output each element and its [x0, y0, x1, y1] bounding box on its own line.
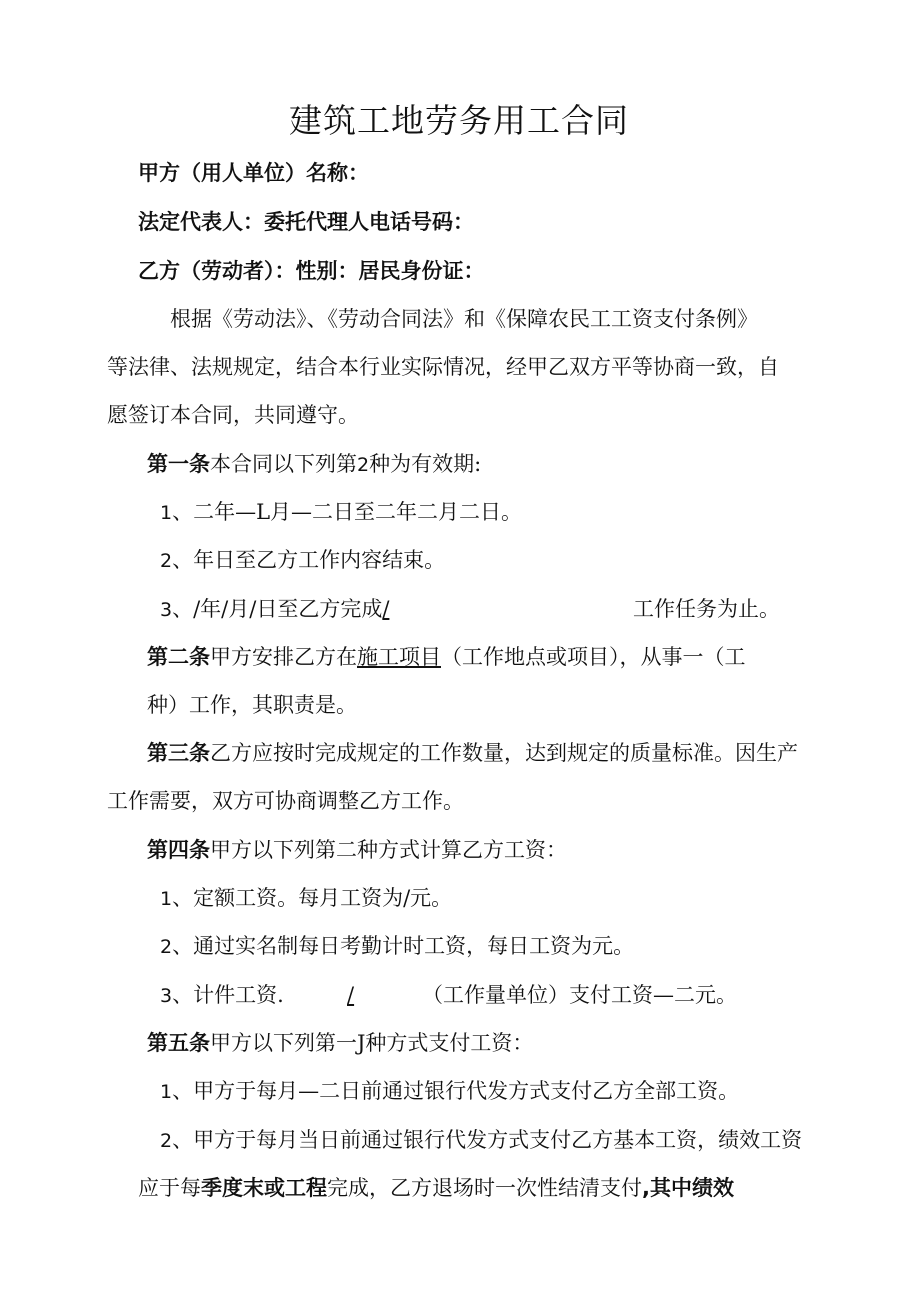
- article-2-line-2: 种）工作，其职责是。: [147, 693, 357, 717]
- article-4-heading: 第四条: [147, 838, 210, 862]
- article-2-heading: 第二条: [147, 645, 210, 669]
- legal-rep-line: 法定代表人：委托代理人电话号码：: [138, 210, 474, 234]
- article-4-text: 甲方以下列第二种方式计算乙方工资：: [210, 838, 567, 862]
- document-title: 建筑工地劳务用工合同: [289, 101, 629, 140]
- continuation-text-2: 完成，乙方退场时一次性结清支付: [327, 1176, 642, 1200]
- article-4-item-3-end: （工作量单位）支付工资—二元。: [422, 983, 737, 1007]
- item-number: 2: [160, 550, 173, 572]
- item-text: 、甲方于每月当日前通过银行代发方式支付乙方基本工资，绩效工资: [172, 1128, 803, 1152]
- preamble-line-1: 根据《劳动法》、《劳动合同法》和《保障农民工工资支付条例》: [170, 307, 758, 331]
- item-number: 3: [160, 985, 173, 1007]
- article-4-item-1: [160, 883, 452, 914]
- article-2-text-end: （工作地点或项目），从事一（工: [441, 645, 746, 669]
- article-1: [147, 449, 481, 480]
- article-1-heading: 第一条: [147, 452, 210, 476]
- article-5-heading: 第五条: [147, 1031, 210, 1055]
- article-2-text: 甲方安排乙方在: [210, 645, 357, 669]
- continuation-text: 应于每: [138, 1176, 201, 1200]
- preamble-line-3: 愿签订本合同，共同遵守。: [107, 403, 359, 427]
- article-3: [147, 738, 798, 768]
- item-number: 1: [160, 502, 173, 524]
- work-location-blank: 施工项目: [357, 645, 441, 669]
- article-3-line-2: 工作需要，双方可协商调整乙方工作。: [107, 789, 464, 813]
- article-2: [147, 642, 746, 672]
- item-text: 、通过实名制每日考勤计时工资，每日工资为元。: [172, 934, 635, 958]
- article-1-text: 本合同以下列第: [210, 452, 357, 476]
- article-5: [147, 1028, 533, 1058]
- party-a-line: 甲方（用人单位）名称：: [138, 161, 369, 185]
- article-5-item-2: [160, 1125, 802, 1156]
- item-number: 1: [160, 1081, 173, 1103]
- item-text: 、/年/月/日至乙方完成: [172, 597, 383, 621]
- article-1-item-2: [160, 545, 445, 576]
- article-4-item-2: [160, 931, 634, 962]
- item-number: 2: [160, 1130, 173, 1152]
- item-text: 、计件工资.: [172, 983, 284, 1007]
- preamble-line-2: 等法律、法规规定，结合本行业实际情况，经甲乙双方平等协商一致，自: [107, 355, 779, 379]
- article-1-item-3-end: 工作任务为止。: [633, 597, 780, 621]
- continuation-comma: ,: [642, 1176, 650, 1200]
- article-1-item-1: [160, 497, 522, 528]
- article-1-tail: 种为有效期:: [369, 452, 482, 476]
- item-text: 、二年—L月—二日至二年二月二日。: [172, 500, 523, 524]
- article-4-item-3: [160, 980, 284, 1011]
- article-5-text: 甲方以下列第一J种方式支付工资：: [210, 1031, 534, 1055]
- item-number: 1: [160, 888, 173, 910]
- article-4: [147, 835, 567, 865]
- fill-blank: /: [382, 597, 390, 621]
- item-number: 3: [160, 599, 173, 621]
- item-text: 、年日至乙方工作内容结束。: [172, 548, 446, 572]
- article-3-heading: 第三条: [147, 741, 210, 765]
- party-b-line: 乙方（劳动者）：性别：居民身份证：: [138, 259, 485, 283]
- article-1-number: 2: [357, 454, 370, 476]
- article-3-text: 乙方应按时完成规定的工作数量，达到规定的质量标准。因生产: [210, 741, 798, 765]
- item-text: 、甲方于每月—二日前通过银行代发方式支付乙方全部工资。: [172, 1079, 740, 1103]
- piecework-blank: /: [347, 983, 355, 1007]
- continuation-bold: 季度末或工程: [201, 1176, 327, 1200]
- article-1-item-3: [160, 594, 389, 625]
- article-5-continuation: [138, 1173, 734, 1203]
- continuation-bold-2: 其中绩效: [649, 1176, 734, 1200]
- item-number: 2: [160, 936, 173, 958]
- article-5-item-1: [160, 1076, 739, 1107]
- item-text: 、定额工资。每月工资为/元。: [172, 886, 453, 910]
